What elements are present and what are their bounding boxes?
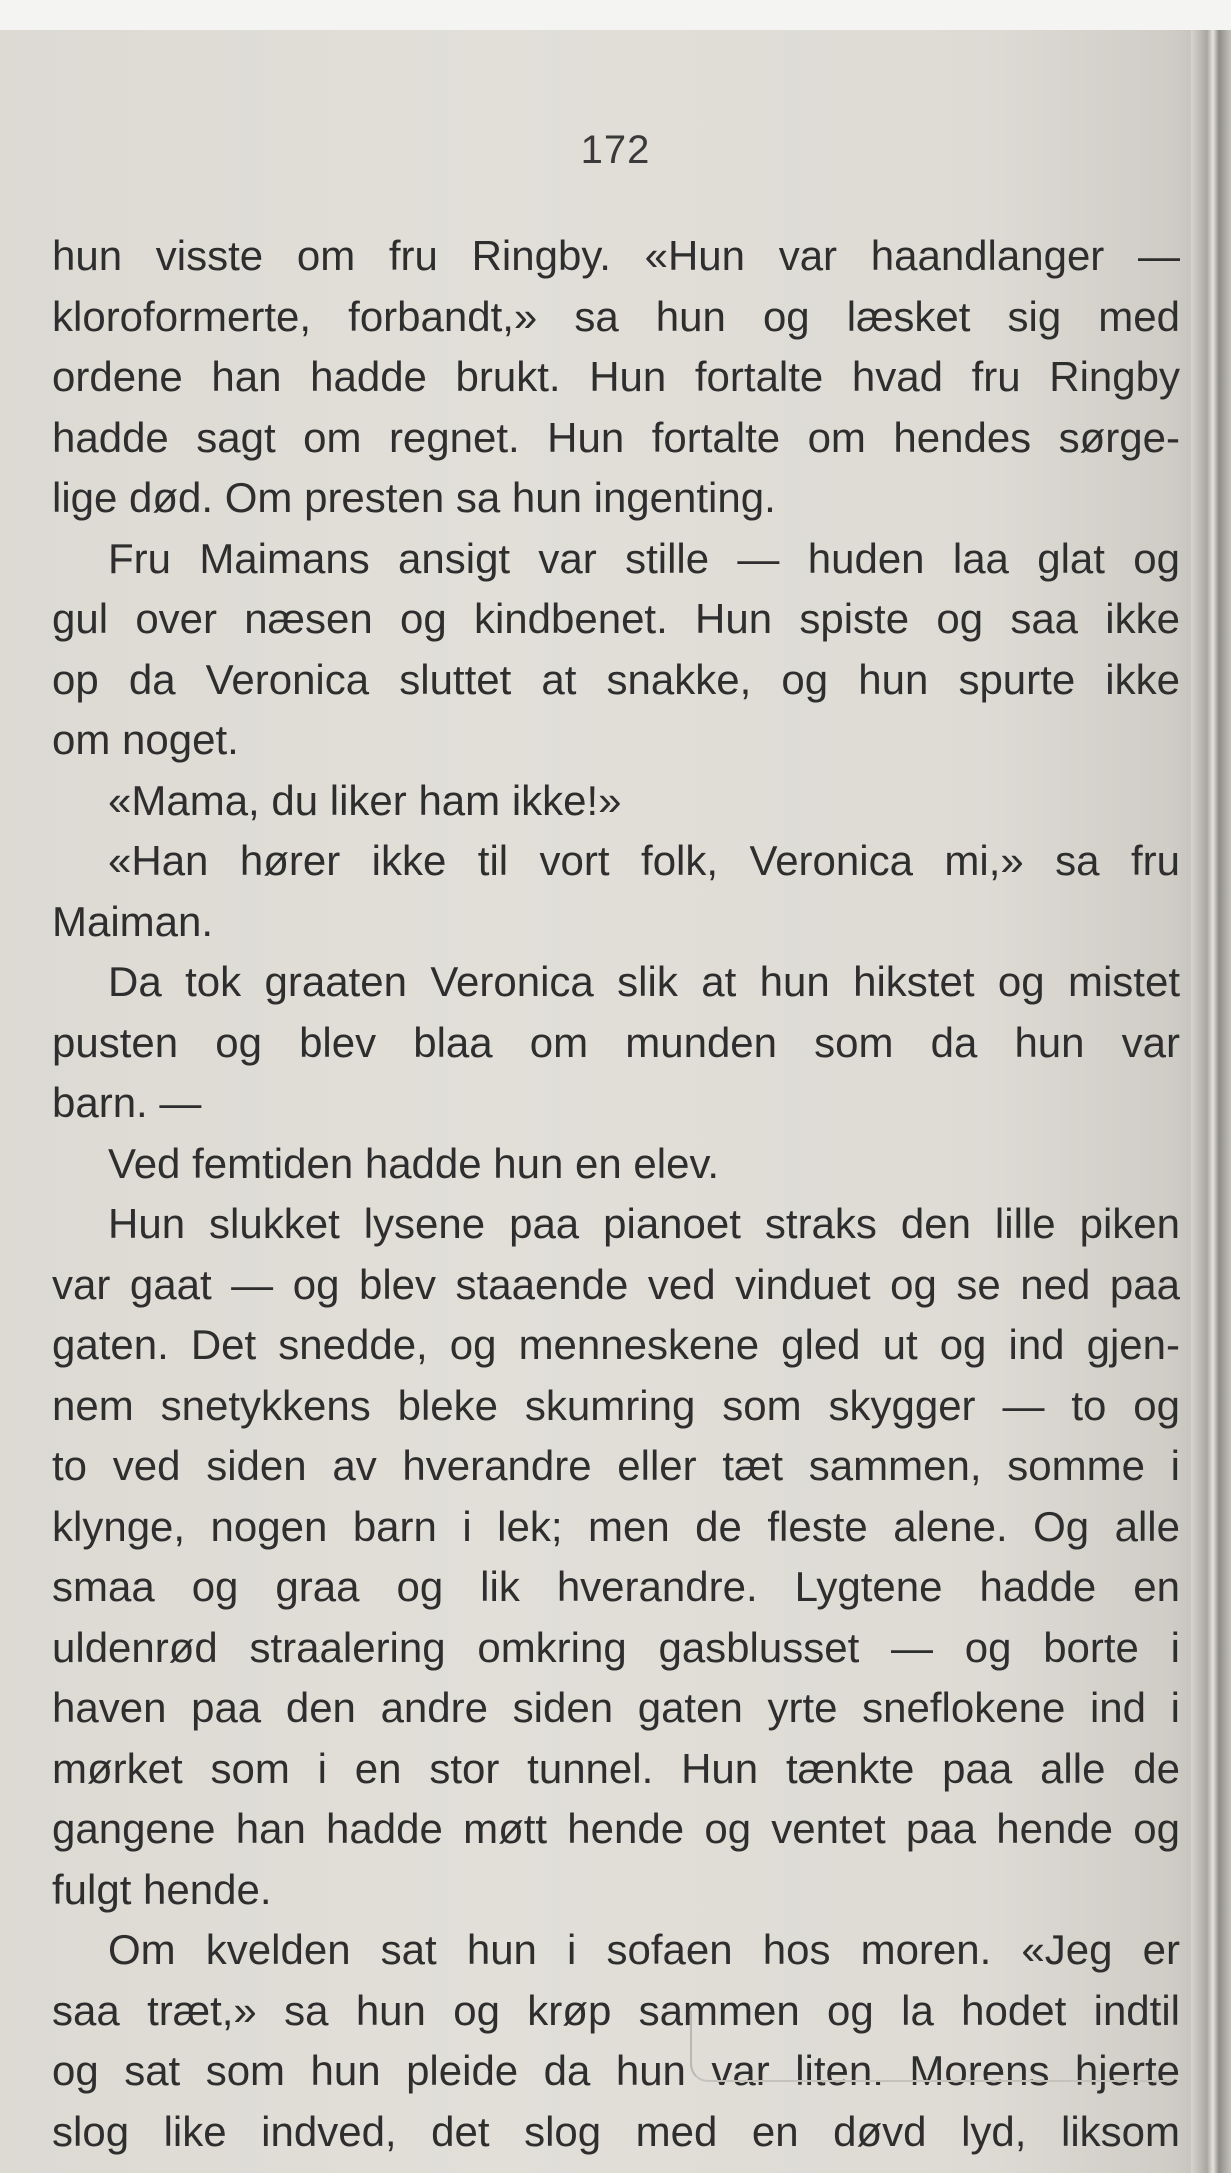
text-line: Om kvelden sat hun i sofaen hos moren. «Jeg er	[108, 1926, 1180, 1973]
text-line: haven paa den andre siden gaten yrte sneflokene ind i	[52, 1684, 1180, 1731]
text-line: pusten og blev blaa om munden som da hun var	[52, 1018, 1180, 1066]
text-line: «Han hører ikke til vort folk, Veronica mi,» sa fru	[108, 837, 1180, 884]
text-line: gangene han hadde møtt hende og ventet paa hende og	[52, 1805, 1180, 1852]
text-line: mørket som i en stor tunnel. Hun tænkte paa alle de	[52, 1744, 1180, 1792]
page-number: 172	[580, 128, 651, 172]
text-line: Hun slukket lysene paa pianoet straks den lille piken	[108, 1200, 1180, 1247]
text-line: gaten. Det snedde, og menneskene gled ut og ind gjen-	[52, 1321, 1180, 1368]
text-line: var gaat — og blev staaende ved vinduet og se ned paa	[52, 1260, 1180, 1308]
text-line: Maiman.	[52, 897, 214, 945]
text-line: Fru Maimans ansigt var stille — huden laa glat og	[108, 534, 1180, 582]
text-line: uldenrød straalering omkring gasblusset — og borte i	[52, 1623, 1180, 1671]
text-line: barn. —	[52, 1079, 202, 1126]
body-text	[52, 226, 1180, 2162]
text-line: og sat som hun pleide da hun var liten. Morens hjerte	[52, 2047, 1180, 2094]
text-line: kloroformerte, forbandt,» sa hun og læsket sig med	[52, 292, 1180, 340]
text-line: gul over næsen og kindbenet. Hun spiste og saa ikke	[52, 595, 1180, 642]
text-line: nem snetykkens bleke skumring som skygger — to og	[52, 1381, 1180, 1429]
text-line: smaa og graa og lik hverandre. Lygtene hadde en	[52, 1563, 1180, 1610]
text-line: lige død. Om presten sa hun ingenting.	[52, 474, 776, 521]
text-line: hadde sagt om regnet. Hun fortalte om hendes sørge-	[52, 413, 1180, 461]
page-gutter-shadow	[1191, 30, 1231, 2173]
text-line: fulgt hende.	[52, 1865, 272, 1913]
text-line: saa træt,» sa hun og krøp sammen og la hodet indtil	[52, 1986, 1180, 2034]
text-line: ordene han hadde brukt. Hun fortalte hvad fru Ringby	[52, 353, 1180, 400]
text-line: hun visste om fru Ringby. «Hun var haandlanger —	[52, 232, 1180, 279]
text-line: op da Veronica sluttet at snakke, og hun spurte ikke	[52, 655, 1180, 703]
text-line: klynge, nogen barn i lek; men de fleste alene. Og alle	[52, 1502, 1180, 1550]
text-line: Ved femtiden hadde hun en elev.	[108, 1139, 720, 1187]
text-line: slog like indved, det slog med en døvd lyd, liksom	[52, 2107, 1180, 2155]
text-line: «Mama, du liker ham ikke!»	[108, 776, 622, 824]
scan-top-edge	[0, 0, 1231, 30]
page-fold-mark	[690, 2010, 1172, 2082]
text-line: om noget.	[52, 716, 239, 763]
text-line: Da tok graaten Veronica slik at hun hikstet og mistet	[108, 958, 1180, 1005]
text-line: to ved siden av hverandre eller tæt sammen, somme i	[52, 1442, 1180, 1489]
